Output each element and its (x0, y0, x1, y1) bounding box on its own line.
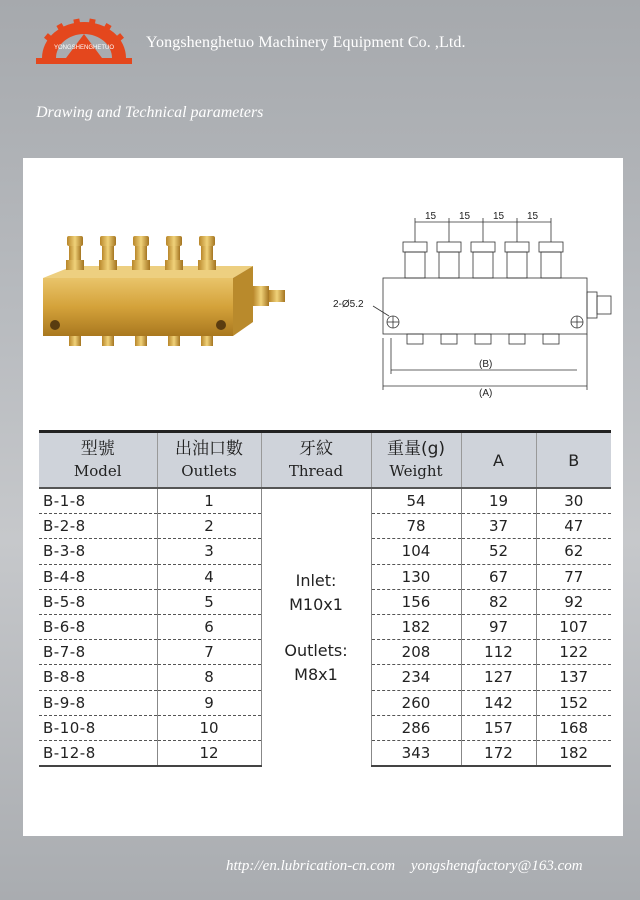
header-a: A (461, 432, 536, 489)
dimension-b-label: (B) (479, 359, 493, 370)
thread-outlets-value: M8x1 (294, 664, 338, 684)
cell-outlets: 6 (157, 614, 261, 639)
cell-a: 112 (461, 640, 536, 665)
cell-weight: 234 (371, 665, 461, 690)
spacing-label-3: 15 (493, 211, 505, 222)
cell-outlets: 5 (157, 589, 261, 614)
technical-drawing (303, 198, 623, 398)
cell-outlets: 3 (157, 539, 261, 564)
cell-model: B-2-8 (39, 514, 157, 539)
cell-model: B-5-8 (39, 589, 157, 614)
cell-a: 37 (461, 514, 536, 539)
spec-table (39, 430, 611, 767)
cell-b: 77 (536, 564, 611, 589)
cell-outlets: 8 (157, 665, 261, 690)
table-header-row (39, 432, 611, 489)
cell-model: B-9-8 (39, 690, 157, 715)
cell-weight: 260 (371, 690, 461, 715)
email-link[interactable]: yongshengfactory@163.com (410, 858, 583, 874)
cell-b: 92 (536, 589, 611, 614)
cell-outlets: 9 (157, 690, 261, 715)
cell-thread (261, 488, 371, 766)
content-panel (23, 158, 623, 836)
cell-weight: 156 (371, 589, 461, 614)
cell-model: B-10-8 (39, 715, 157, 740)
cell-b: 182 (536, 740, 611, 766)
cell-weight: 343 (371, 740, 461, 766)
company-name: Yongshenghetuo Machinery Equipment Co. ,Ltd. (146, 34, 466, 51)
cell-a: 67 (461, 564, 536, 589)
distributor-photo (33, 228, 293, 358)
thread-outlets-label: Outlets: (284, 640, 348, 660)
cell-a: 157 (461, 715, 536, 740)
outlet-fittings (66, 236, 216, 270)
cell-weight: 286 (371, 715, 461, 740)
cell-a: 52 (461, 539, 536, 564)
cell-b: 168 (536, 715, 611, 740)
cell-a: 82 (461, 589, 536, 614)
cell-weight: 182 (371, 614, 461, 639)
cell-weight: 208 (371, 640, 461, 665)
cell-a: 97 (461, 614, 536, 639)
spacing-label-2: 15 (459, 211, 471, 222)
cell-outlets: 12 (157, 740, 261, 766)
thread-inlet-label: Inlet: (295, 570, 337, 590)
cell-outlets: 7 (157, 640, 261, 665)
cell-b: 137 (536, 665, 611, 690)
footer (226, 858, 583, 875)
spacing-label-1: 15 (425, 211, 437, 222)
cell-model: B-7-8 (39, 640, 157, 665)
cell-model: B-4-8 (39, 564, 157, 589)
cell-b: 107 (536, 614, 611, 639)
thread-inlet-value: M10x1 (289, 594, 343, 614)
logo-text: YONGSHENGHETUO (53, 45, 115, 51)
section-title: Drawing and Technical parameters (36, 104, 264, 121)
cell-weight: 104 (371, 539, 461, 564)
dimension-a-label: (A) (479, 388, 493, 398)
hole-label: 2-Ø5.2 (333, 299, 364, 310)
cell-weight: 78 (371, 514, 461, 539)
spacing-label-4: 15 (527, 211, 539, 222)
cell-model: B-6-8 (39, 614, 157, 639)
header-weight: 重量(g) Weight (371, 432, 461, 489)
table-row (39, 488, 611, 514)
cell-model: B-8-8 (39, 665, 157, 690)
header-outlets: 出油口數 Outlets (157, 432, 261, 489)
cell-outlets: 1 (157, 488, 261, 514)
header-thread: 牙紋 Thread (261, 432, 371, 489)
cell-a: 172 (461, 740, 536, 766)
header-b: B (536, 432, 611, 489)
cell-b: 47 (536, 514, 611, 539)
cell-b: 62 (536, 539, 611, 564)
company-logo (36, 18, 132, 64)
cell-weight: 130 (371, 564, 461, 589)
cell-model: B-3-8 (39, 539, 157, 564)
cell-weight: 54 (371, 488, 461, 514)
cell-outlets: 10 (157, 715, 261, 740)
cell-a: 142 (461, 690, 536, 715)
cell-b: 30 (536, 488, 611, 514)
cell-b: 122 (536, 640, 611, 665)
cell-b: 152 (536, 690, 611, 715)
header-model: 型號 Model (39, 432, 157, 489)
cell-model: B-12-8 (39, 740, 157, 766)
cell-outlets: 4 (157, 564, 261, 589)
header (0, 0, 640, 90)
cell-a: 19 (461, 488, 536, 514)
cell-a: 127 (461, 665, 536, 690)
website-link[interactable]: http://en.lubrication-cn.com (226, 858, 396, 874)
cell-outlets: 2 (157, 514, 261, 539)
cell-model: B-1-8 (39, 488, 157, 514)
